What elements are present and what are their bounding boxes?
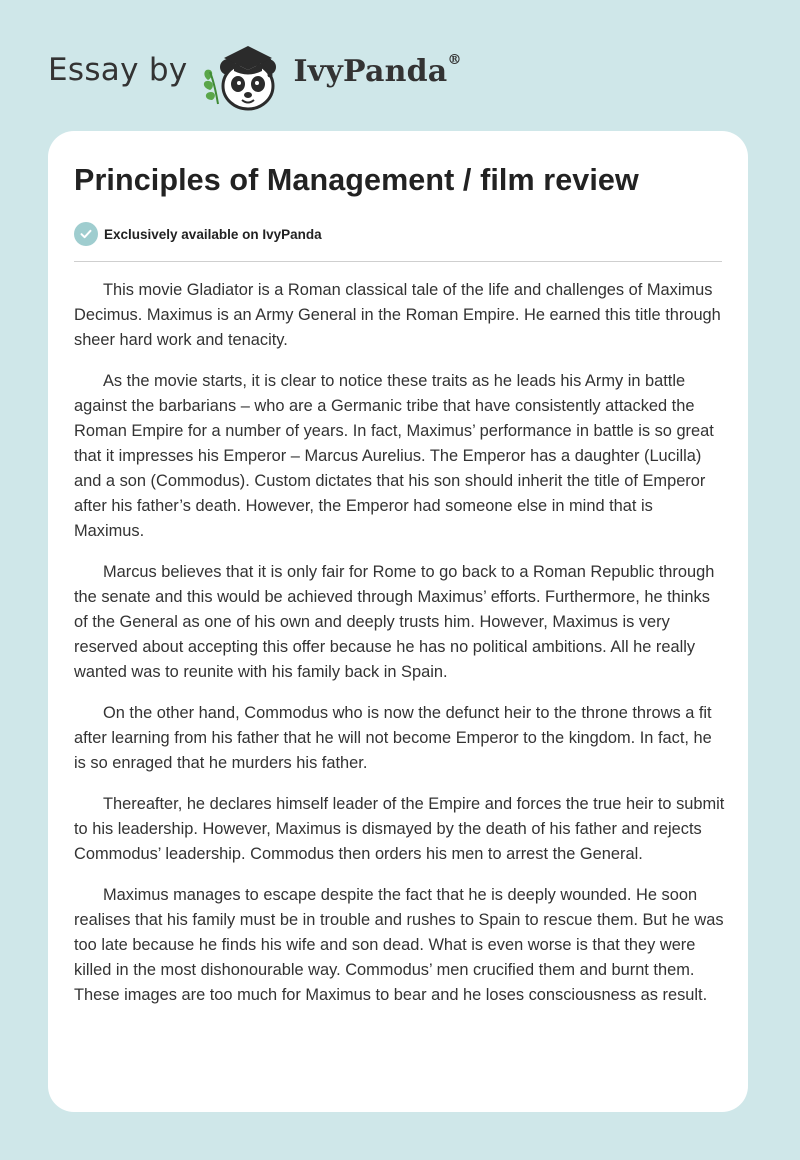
exclusive-badge: [74, 222, 322, 246]
paragraph: Thereafter, he declares himself leader of the Empire and forces the true heir to submit to his leadership. However, Maximus is dismayed by the death of his father and rejects Commodus’ leadership. Commodus then orders his men to arrest the General.: [74, 795, 725, 863]
paragraph: This movie Gladiator is a Roman classical tale of the life and challenges of Maximus Decimus. Maximus is an Army General in the Roman Empire. He earned this title through sheer hard work and tenacity.: [74, 281, 721, 349]
essay-body: [74, 278, 726, 1024]
panda-logo-icon: [198, 34, 294, 114]
essay-card: [48, 131, 748, 1112]
registered-mark: ®: [447, 51, 462, 68]
divider: [74, 261, 722, 262]
leaf-icon: [203, 70, 217, 104]
paragraph: On the other hand, Commodus who is now the defunct heir to the throne throws a fit after learning from his father that he will not become Emperor to the kingdom. In fact, he is so enraged that he murders his father.: [74, 704, 712, 772]
paragraph: Marcus believes that it is only fair for Rome to go back to a Roman Republic through the senate and this would be achieved through Maximus’ efforts. Furthermore, he thinks of the General as one of his own and deeply trusts him. However, Maximus is very reserved about accepting this offer because he has no political ambitions. All he really wanted was to reunite with his family back in Spain.: [74, 563, 715, 681]
exclusive-label: Exclusively available on IvyPanda: [104, 226, 322, 242]
essay-by-label: Essay by: [48, 52, 188, 88]
page-title: Principles of Management / film review: [74, 163, 639, 197]
brand-name: IvyPanda: [293, 53, 448, 89]
site-header: [48, 34, 462, 114]
paragraph: Maximus manages to escape despite the fact that he is deeply wounded. He soon realises that his family must be in trouble and rushes to Spain to rescue them. But he was too late because he finds his wife and son dead. What is even worse is that they were killed in the most dishonourable way. Commodus’ men crucified them and burnt them. These images are too much for Maximus to bear and he loses consciousness as result.: [74, 886, 724, 1004]
brand-logo[interactable]: [293, 51, 462, 89]
check-circle-icon: [74, 222, 98, 246]
paragraph: As the movie starts, it is clear to notice these traits as he leads his Army in battle against the barbarians – who are a Germanic tribe that have consistently attacked the Roman Empire for a number of years. In fact, Maximus’ performance in battle is so great that it impresses his Emperor – Marcus Aurelius. The Emperor has a daughter (Lucilla) and a son (Commodus). Custom dictates that his son should inherit the title of Emperor after his father’s death. However, the Emperor had someone else in mind that is Maximus.: [74, 372, 714, 540]
